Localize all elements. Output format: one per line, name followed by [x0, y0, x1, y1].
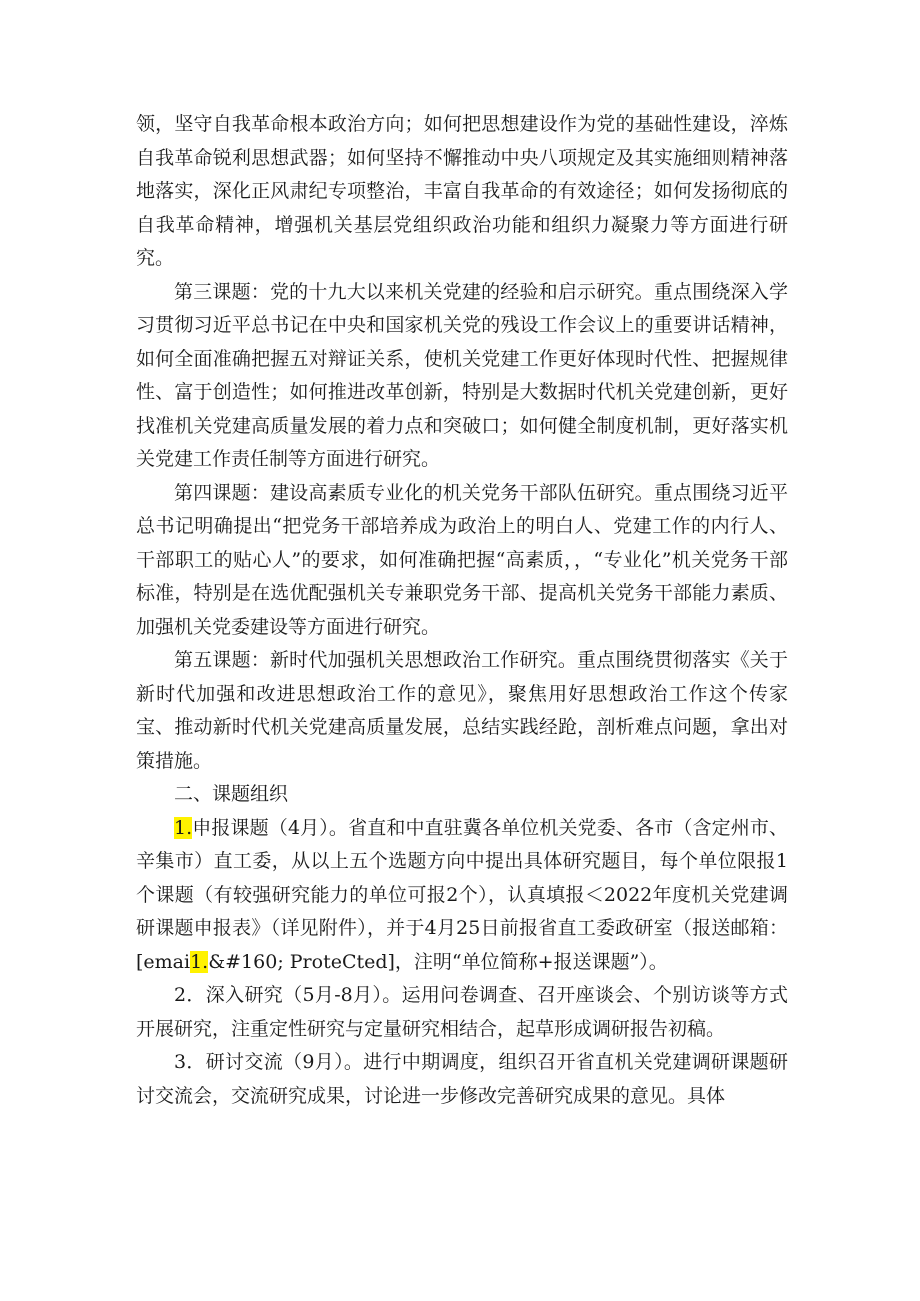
document-page [136, 108, 788, 1113]
item-one-text: 申报课题（4月）。省直和中直驻冀各单位机关党委、各市（含定州市、辛集市）直工委，从以上五个选题方向中提出具体研究题目，每个单位限报1个课题（有较强研究能力的单位可报2个），认真填报＜2022年度机关党建调研课题申报表》（详见附件），并于4月25日前报省直工委政研室（报送邮箱：[emai [136, 816, 788, 973]
paragraph-item-one [136, 812, 788, 980]
paragraph-topic-five: 第五课题：新时代加强机关思想政治工作研究。重点围绕贯彻落实《关于新时代加强和改进思想政治工作的意见》，聚焦用好思想政治工作这个传家宝、推动新时代机关党建高质量发展，总结实践经跄，剖析难点问题，拿出对策措施。 [136, 649, 788, 772]
paragraph-item-three: 3．研讨交流（9月）。进行中期调度，组织召开省直机关党建调研课题研讨交流会，交流研究成果，讨论进一步修改完善研究成果的意见。具体 [136, 1051, 788, 1107]
paragraph-item-two: 2．深入研究（5月-8月）。运用问卷调查、召开座谈会、个别访谈等方式开展研究，注重定性研究与定量研究相结合，起草形成调研报告初稿。 [136, 984, 788, 1040]
paragraph-topic-four: 第四课题：建设高素质专业化的机关党务干部队伍研究。重点围绕习近平总书记明确提出“把党务干部培养成为政治上的明白人、党建工作的内行人、干部职工的贴心人”的要求，如何准确把握“高素质，，“专业化”机关党务干部标准，特别是在选优配强机关专兼职党务干部、提高机关党务干部能力素质、加强机关党委建设等方面进行研究。 [136, 481, 788, 638]
section-heading-organization: 二、课题组织 [174, 783, 289, 805]
highlight-item-number: 1. [174, 816, 193, 839]
paragraph-continuation: 领，坚守自我革命根本政治方向；如何把思想建设作为党的基础性建设，淬炼自我革命锐利思想武器；如何坚持不懈推动中央八项规定及其实施细则精神落地落实，深化正风肃纪专项整治，丰富自我革命的有效途径；如何发扬彻底的自我革命精神，增强机关基层党组织政治功能和组织力凝聚力等方面进行研究。 [136, 113, 788, 269]
paragraph-topic-three: 第三课题：党的十九大以来机关党建的经验和启示研究。重点围绕深入学习贯彻习近平总书记在中央和国家机关党的残设工作会议上的重要讲话精神，如何全面准确把握五对辩证关系，使机关党建工作更好体现时代性、把握规律性、富于创造性；如何推进改革创新，特别是大数据时代机关党建创新，更好找准机关党建高质量发展的着力点和突破口；如何健全制度机制，更好落实机关党建工作责任制等方面进行研究。 [136, 280, 788, 470]
highlight-email-fragment: 1. [190, 950, 209, 973]
item-one-tail: &#160; ProteCted]，注明“单位简称+报送课题”）。 [208, 950, 668, 973]
